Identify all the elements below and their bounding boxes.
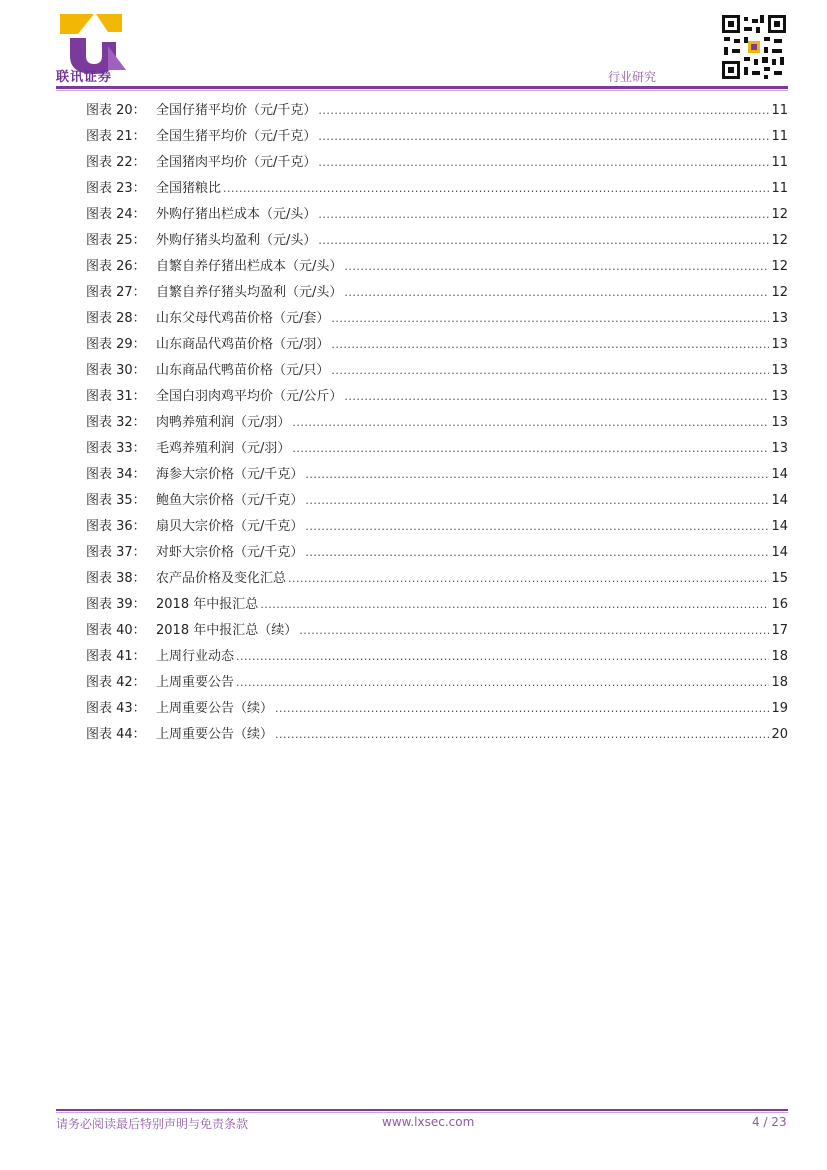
toc-leader-dots bbox=[275, 728, 769, 741]
toc-entry[interactable] bbox=[86, 463, 788, 489]
toc-entry[interactable] bbox=[86, 437, 788, 463]
toc-entry[interactable] bbox=[86, 619, 788, 645]
header-rule-thin bbox=[56, 90, 788, 91]
toc-leader-dots bbox=[260, 598, 769, 611]
toc-entry[interactable] bbox=[86, 671, 788, 697]
toc-entry-title: 毛鸡养殖利润（元/羽） bbox=[156, 441, 291, 456]
toc-entry-label: 图表 28： bbox=[86, 311, 146, 326]
toc-entry-title: 上周重要公告（续） bbox=[156, 701, 274, 716]
toc-entry-title: 全国仔猪平均价（元/千克） bbox=[156, 103, 317, 118]
toc-entry-label: 图表 31： bbox=[86, 389, 146, 404]
toc-leader-dots bbox=[344, 390, 769, 403]
header-rule bbox=[56, 86, 788, 89]
toc-entry-label: 图表 43： bbox=[86, 701, 146, 716]
toc-entry-label: 图表 30： bbox=[86, 363, 146, 378]
toc-entry-label: 图表 44： bbox=[86, 727, 146, 742]
toc-leader-dots bbox=[318, 208, 769, 221]
toc-entry-title: 自繁自养仔猪头均盈利（元/头） bbox=[156, 285, 343, 300]
toc-entry-title: 全国白羽肉鸡平均价（元/公斤） bbox=[156, 389, 343, 404]
toc-leader-dots bbox=[318, 234, 769, 247]
toc-entry-page: 11 bbox=[771, 129, 788, 144]
toc-entry-label: 图表 38： bbox=[86, 571, 146, 586]
toc-entry-label: 图表 25： bbox=[86, 233, 146, 248]
toc-entry-title: 山东父母代鸡苗价格（元/套） bbox=[156, 311, 330, 326]
toc-entry-page: 14 bbox=[771, 467, 788, 482]
toc-entry-title: 对虾大宗价格（元/千克） bbox=[156, 545, 304, 560]
toc-entry-label: 图表 21： bbox=[86, 129, 146, 144]
toc-leader-dots bbox=[305, 546, 769, 559]
toc-entry[interactable] bbox=[86, 229, 788, 255]
toc-entry-page: 12 bbox=[771, 233, 788, 248]
toc-entry-label: 图表 34： bbox=[86, 467, 146, 482]
toc-entry[interactable] bbox=[86, 541, 788, 567]
toc-leader-dots bbox=[236, 676, 769, 689]
page-header bbox=[0, 0, 827, 90]
toc-entry-page: 18 bbox=[771, 675, 788, 690]
toc-entry-title: 2018 年中报汇总 bbox=[156, 597, 259, 612]
toc-entry-title: 农产品价格及变化汇总 bbox=[156, 571, 287, 586]
toc-entry[interactable] bbox=[86, 99, 788, 125]
company-name: 联讯证券 bbox=[56, 70, 113, 85]
toc-entry-page: 13 bbox=[771, 363, 788, 378]
toc-entry-page: 20 bbox=[771, 727, 788, 742]
toc-entry-page: 13 bbox=[771, 441, 788, 456]
toc-entry-page: 12 bbox=[771, 259, 788, 274]
footer-rule bbox=[56, 1109, 788, 1111]
toc-leader-dots bbox=[344, 286, 769, 299]
toc-entry[interactable] bbox=[86, 307, 788, 333]
toc-entry-title: 鲍鱼大宗价格（元/千克） bbox=[156, 493, 304, 508]
toc-entry-title: 山东商品代鸭苗价格（元/只） bbox=[156, 363, 330, 378]
toc-entry-page: 15 bbox=[771, 571, 788, 586]
toc-leader-dots bbox=[331, 338, 769, 351]
toc-leader-dots bbox=[275, 702, 769, 715]
toc-entry[interactable] bbox=[86, 151, 788, 177]
toc-entry-page: 13 bbox=[771, 389, 788, 404]
toc-entry-page: 11 bbox=[771, 181, 788, 196]
toc-entry[interactable] bbox=[86, 411, 788, 437]
toc-leader-dots bbox=[331, 312, 769, 325]
toc-leader-dots bbox=[299, 624, 769, 637]
toc-entry[interactable] bbox=[86, 125, 788, 151]
toc-entry-page: 13 bbox=[771, 415, 788, 430]
qr-code-icon bbox=[722, 15, 786, 79]
toc-entry[interactable] bbox=[86, 593, 788, 619]
toc-entry-label: 图表 33： bbox=[86, 441, 146, 456]
toc-entry-label: 图表 37： bbox=[86, 545, 146, 560]
toc-entry-label: 图表 29： bbox=[86, 337, 146, 352]
toc-entry[interactable] bbox=[86, 203, 788, 229]
toc-entry-page: 13 bbox=[771, 311, 788, 326]
toc-entry[interactable] bbox=[86, 359, 788, 385]
toc-entry-title: 全国猪粮比 bbox=[156, 181, 222, 196]
toc-entry-title: 山东商品代鸡苗价格（元/羽） bbox=[156, 337, 330, 352]
toc-entry-page: 14 bbox=[771, 493, 788, 508]
toc-entry[interactable] bbox=[86, 281, 788, 307]
toc-entry[interactable] bbox=[86, 177, 788, 203]
footer-website-link[interactable]: www.lxsec.com bbox=[382, 1115, 475, 1129]
toc-entry-page: 12 bbox=[771, 285, 788, 300]
toc-entry[interactable] bbox=[86, 515, 788, 541]
toc-entry-title: 外购仔猪头均盈利（元/头） bbox=[156, 233, 317, 248]
toc-entry-title: 自繁自养仔猪出栏成本（元/头） bbox=[156, 259, 343, 274]
toc-leader-dots bbox=[331, 364, 769, 377]
toc-entry-page: 11 bbox=[771, 103, 788, 118]
toc-leader-dots bbox=[318, 130, 769, 143]
toc-leader-dots bbox=[344, 260, 769, 273]
toc-entry-label: 图表 20： bbox=[86, 103, 146, 118]
toc-entry-title: 肉鸭养殖利润（元/羽） bbox=[156, 415, 291, 430]
toc-entry-page: 16 bbox=[771, 597, 788, 612]
toc-entry[interactable] bbox=[86, 645, 788, 671]
toc-entry-label: 图表 41： bbox=[86, 649, 146, 664]
toc-entry-label: 图表 32： bbox=[86, 415, 146, 430]
toc-entry-label: 图表 27： bbox=[86, 285, 146, 300]
figure-index-list bbox=[86, 99, 788, 749]
footer-disclaimer[interactable]: 请务必阅读最后特别声明与免责条款 bbox=[56, 1117, 249, 1131]
toc-entry[interactable] bbox=[86, 255, 788, 281]
toc-entry-label: 图表 22： bbox=[86, 155, 146, 170]
toc-leader-dots bbox=[318, 156, 769, 169]
toc-leader-dots bbox=[288, 572, 769, 585]
toc-entry-page: 19 bbox=[771, 701, 788, 716]
footer-page-number: 4 / 23 bbox=[752, 1115, 787, 1129]
toc-entry-page: 14 bbox=[771, 545, 788, 560]
toc-entry[interactable] bbox=[86, 489, 788, 515]
toc-entry[interactable] bbox=[86, 567, 788, 593]
toc-entry-label: 图表 23： bbox=[86, 181, 146, 196]
toc-entry-page: 17 bbox=[771, 623, 788, 638]
toc-entry[interactable] bbox=[86, 697, 788, 723]
toc-leader-dots bbox=[223, 182, 769, 195]
toc-entry-title: 全国生猪平均价（元/千克） bbox=[156, 129, 317, 144]
toc-entry-page: 13 bbox=[771, 337, 788, 352]
toc-entry-label: 图表 26： bbox=[86, 259, 146, 274]
section-label: 行业研究 bbox=[608, 70, 657, 84]
toc-entry-label: 图表 24： bbox=[86, 207, 146, 222]
toc-leader-dots bbox=[305, 494, 769, 507]
toc-entry[interactable] bbox=[86, 385, 788, 411]
toc-entry[interactable] bbox=[86, 723, 788, 749]
toc-entry-page: 14 bbox=[771, 519, 788, 534]
toc-entry-label: 图表 35： bbox=[86, 493, 146, 508]
toc-entry-title: 上周重要公告 bbox=[156, 675, 235, 690]
toc-entry-title: 扇贝大宗价格（元/千克） bbox=[156, 519, 304, 534]
toc-leader-dots bbox=[292, 442, 769, 455]
toc-leader-dots bbox=[305, 520, 769, 533]
toc-entry-title: 2018 年中报汇总（续） bbox=[156, 623, 298, 638]
toc-entry-label: 图表 42： bbox=[86, 675, 146, 690]
toc-entry-label: 图表 36： bbox=[86, 519, 146, 534]
toc-leader-dots bbox=[305, 468, 769, 481]
toc-entry-page: 12 bbox=[771, 207, 788, 222]
toc-entry-page: 18 bbox=[771, 649, 788, 664]
footer-rule-thin bbox=[56, 1112, 788, 1113]
toc-entry-label: 图表 40： bbox=[86, 623, 146, 638]
toc-leader-dots bbox=[318, 104, 769, 117]
toc-entry-title: 上周重要公告（续） bbox=[156, 727, 274, 742]
toc-entry-page: 11 bbox=[771, 155, 788, 170]
toc-entry-title: 外购仔猪出栏成本（元/头） bbox=[156, 207, 317, 222]
toc-entry-title: 海参大宗价格（元/千克） bbox=[156, 467, 304, 482]
toc-leader-dots bbox=[292, 416, 769, 429]
toc-entry-title: 全国猪肉平均价（元/千克） bbox=[156, 155, 317, 170]
toc-entry[interactable] bbox=[86, 333, 788, 359]
toc-entry-title: 上周行业动态 bbox=[156, 649, 235, 664]
toc-leader-dots bbox=[236, 650, 769, 663]
toc-entry-label: 图表 39： bbox=[86, 597, 146, 612]
